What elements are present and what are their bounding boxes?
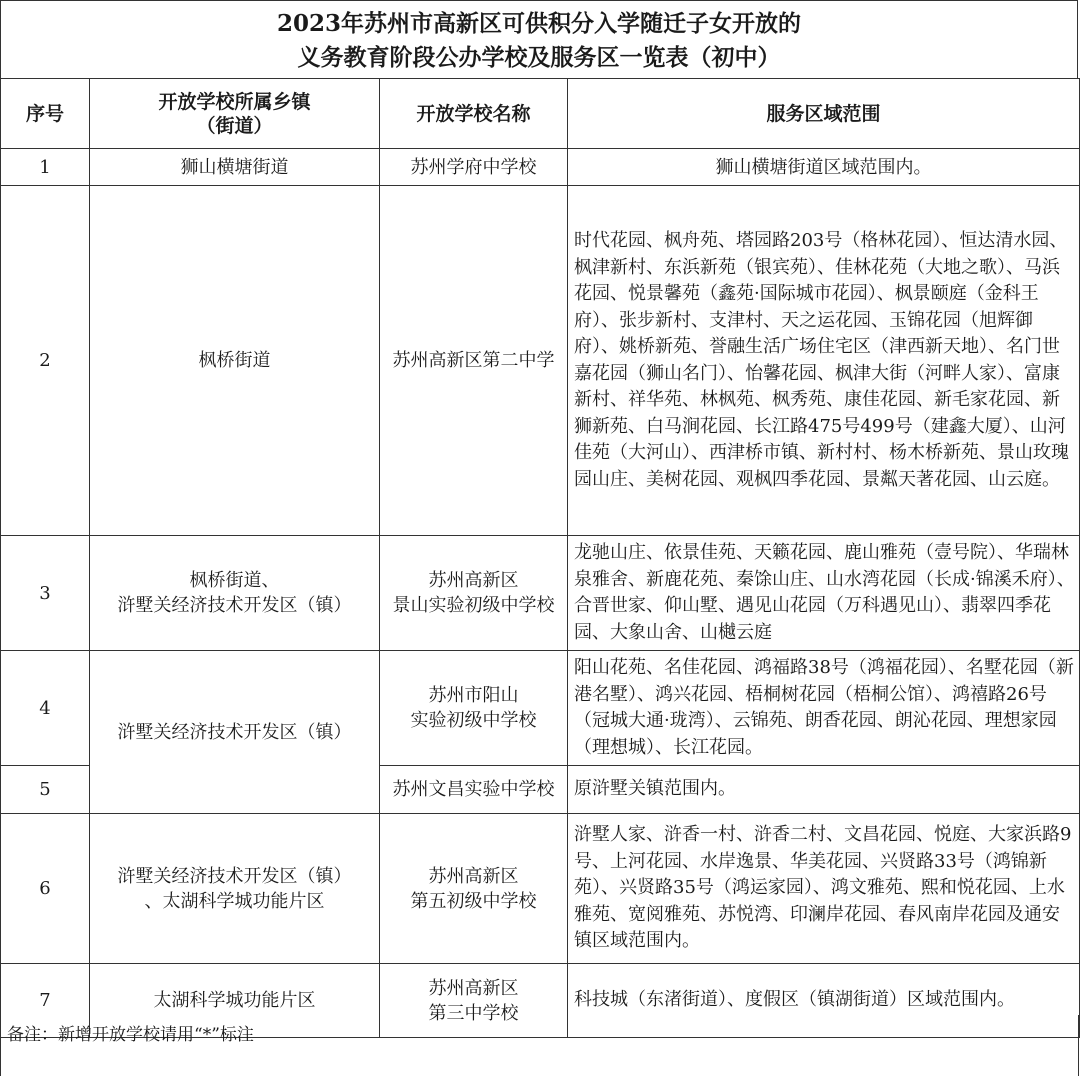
row-school-line-2: 实验初级中学校 [410,710,537,731]
row-town [90,536,380,651]
row-town [90,814,380,964]
table-row [1,814,1080,964]
table-row [1,186,1080,536]
row-range: 原浒墅关镇范围内。 [568,766,1080,814]
school-table [0,78,1080,1038]
row-range: 浒墅人家、浒香一村、浒香二村、文昌花园、悦庭、大家浜路9号、上河花园、水岸逸景、华美花园、兴贤路33号（鸿锦新苑）、兴贤路35号（鸿运家园）、鸿文雅苑、熙和悦花园、上水雅苑、宽阅雅苑、苏悦湾、印澜岸花园、春风南岸花园及通安镇区域范围内。 [568,814,1080,964]
row-town-line-2: 、太湖科学城功能片区 [144,890,325,912]
title-line-1: 2023年苏州市高新区可供积分入学随迁子女开放的 [276,10,801,37]
row-school-line-2: 第五初级中学校 [410,890,537,912]
row-town: 狮山横塘街道 [90,149,380,186]
table-header-row [1,79,1080,149]
row-school-line-1: 苏州市阳山 [428,685,519,706]
row-town: 太湖科学城功能片区 [90,964,380,1038]
header-seq: 序号 [1,79,90,149]
row-range: 时代花园、枫舟苑、塔园路203号（格林花园）、恒达清水园、枫津新村、东浜新苑（银宾苑）、佳林花苑（大地之歌）、马浜花园、悦景馨苑（鑫苑·国际城市花园）、枫景颐庭（金科王府）、张步新村、支津村、天之运花园、玉锦花园（旭辉御府）、姚桥新苑、誉融生活广场住宅区（津西新天地）、名门世嘉花园（狮山名门）、怡馨花园、枫津大街（河畔人家）、富康新村、祥华苑、林枫苑、枫秀苑、康佳花园、新毛家花园、新狮新苑、白马涧花园、长江路475号499号（建鑫大厦）、山河佳苑（大河山）、西津桥市镇、新村村、杨木桥新苑、景山玫瑰园山庄、美树花园、观枫四季花园、景粼天著花园、山云庭。 [568,186,1080,536]
row-school [380,814,568,964]
row-seq: 3 [1,536,90,651]
row-seq: 7 [1,964,90,1038]
row-school [380,536,568,651]
row-school [380,651,568,766]
row-school-line-1: 苏州高新区 [428,865,519,887]
row-school-line-2: 第三中学校 [428,1002,519,1024]
row-school: 苏州文昌实验中学校 [380,766,568,814]
document-title [0,0,1078,78]
row-school-line-1: 苏州高新区 [428,977,519,999]
row-school-line-1: 苏州高新区 [428,570,519,591]
title-line-2: 义务教育阶段公办学校及服务区一览表（初中） [297,44,781,71]
header-town-line-1: 开放学校所属乡镇 [158,90,311,113]
row-town-line-1: 枫桥街道、 [189,570,280,591]
header-town [90,79,380,149]
row-range: 科技城（东渚街道）、度假区（镇湖街道）区域范围内。 [568,964,1080,1038]
row-town-line-2: 浒墅关经济技术开发区（镇） [117,595,352,616]
row-school: 苏州学府中学校 [380,149,568,186]
header-school: 开放学校名称 [380,79,568,149]
row-seq: 2 [1,186,90,536]
header-range: 服务区域范围 [568,79,1080,149]
row-range: 龙驰山庄、依景佳苑、天籁花园、鹿山雅苑（壹号院）、华瑞林泉雅舍、新鹿花苑、秦馀山庄、山水湾花园（长成·锦溪禾府）、合晋世家、仰山墅、遇见山花园（万科遇见山）、翡翠四季花园、大象山舍、山樾云庭 [568,536,1080,651]
row-school: 苏州高新区第二中学 [380,186,568,536]
row-town: 枫桥街道 [90,186,380,536]
table-row [1,651,1080,766]
row-seq: 1 [1,149,90,186]
table-row [1,149,1080,186]
row-range: 狮山横塘街道区域范围内。 [568,149,1080,186]
row-seq: 6 [1,814,90,964]
row-town-line-1: 浒墅关经济技术开发区（镇） [117,865,352,887]
row-seq: 4 [1,651,90,766]
row-school-line-2: 景山实验初级中学校 [392,595,555,616]
row-seq: 5 [1,766,90,814]
header-town-line-2: （街道） [196,114,273,137]
table-row [1,536,1080,651]
row-range: 阳山花苑、名佳花园、鸿福路38号（鸿福花园）、名墅花园（新港名墅）、鸿兴花园、梧桐树花园（梧桐公馆）、鸿禧路26号（冠城大通·珑湾）、云锦苑、朗香花园、朗沁花园、理想家园（理想城）、长江花园。 [568,651,1080,766]
row-town: 浒墅关经济技术开发区（镇） [90,651,380,814]
footnote: 备注：新增开放学校请用“*”标注 [0,1015,1079,1076]
